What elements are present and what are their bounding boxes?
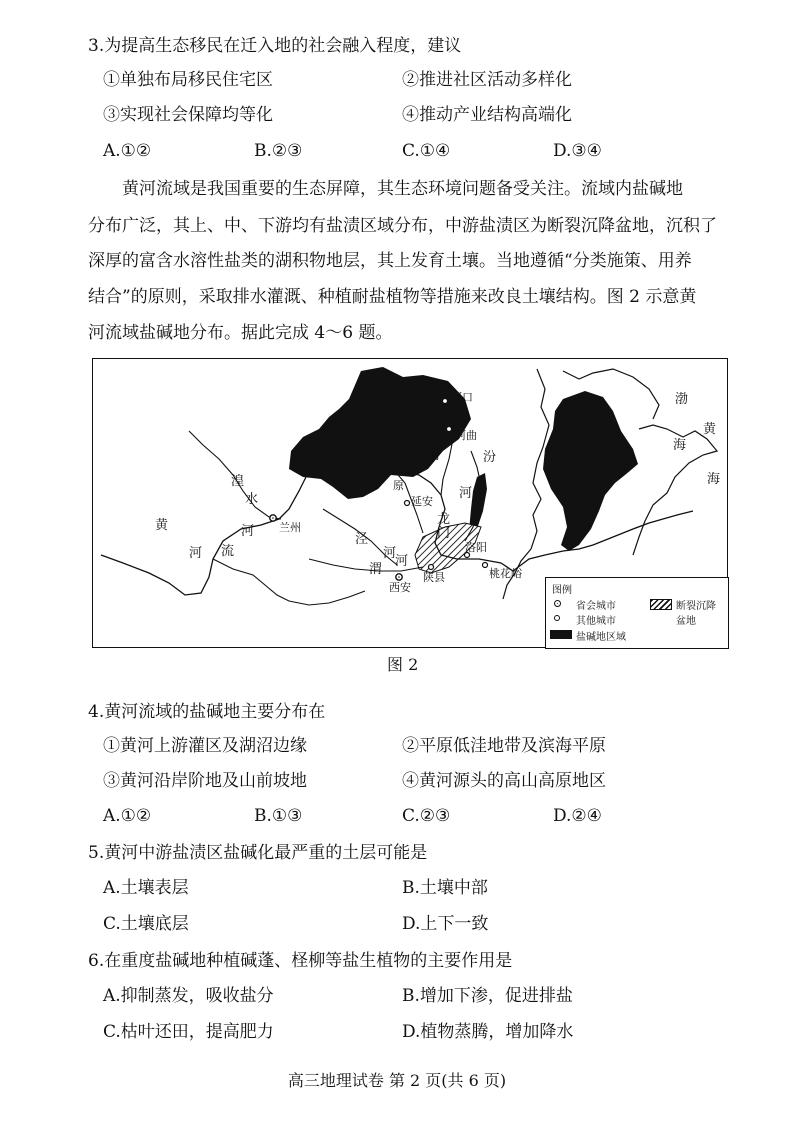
city-yanan <box>405 501 410 506</box>
capital-city-symbol <box>554 600 561 607</box>
legend-basin: 断裂沉降 <box>676 601 716 612</box>
label-bo: 渤 <box>675 392 689 407</box>
passage-line: 分布广泛，其上、中、下游均有盐渍区域分布，中游盐渍区为断裂沉降盆地，沉积了 <box>88 216 717 236</box>
q3-choice-a: A.①② <box>103 141 152 161</box>
label-hequ: 河曲 <box>455 429 477 442</box>
label-he2: 河 <box>459 486 473 501</box>
city-xian-dot <box>398 576 400 578</box>
label-xian: 西安 <box>389 581 411 594</box>
passage-line: 深厚的富含水溶性盐类的湖积物地层，其上发育土壤。当地遵循“分类施策、用养 <box>88 251 692 271</box>
q4-choice-a: A.①② <box>103 806 152 826</box>
label-jing: 泾 <box>355 532 369 547</box>
coastline <box>503 369 549 599</box>
legend-saline: 盐碱地区域 <box>576 632 626 643</box>
label-yanan: 延安 <box>411 495 433 508</box>
label-wei: 渭 <box>369 562 383 577</box>
label-long: 龙 <box>437 512 451 527</box>
legend-title: 图例 <box>552 585 572 596</box>
q4-choice-c: C.②③ <box>402 806 451 826</box>
q4-option-3: ③黄河沿岸阶地及山前坡地 <box>103 771 307 791</box>
city-shanxian <box>429 565 434 570</box>
label-hai1: 海 <box>673 438 687 453</box>
q4-option-2: ②平原低洼地带及滨海平原 <box>402 736 606 756</box>
q6-choice-b: B.增加下渗，促进排盐 <box>402 986 573 1006</box>
saline-area-fen <box>469 473 487 531</box>
saline-area-hetao <box>289 367 471 499</box>
q4-option-4: ④黄河源头的高山高原地区 <box>402 771 606 791</box>
label-he-jing: 河 <box>383 546 397 561</box>
label-he-w: 河 <box>189 546 203 561</box>
q3-option-2: ②推进社区活动多样化 <box>402 70 572 90</box>
q3-choice-b: B.②③ <box>254 141 303 161</box>
label-he-liu: 河 <box>241 524 255 539</box>
label-he1: 河 <box>427 448 441 463</box>
label-yuan: 原 <box>393 479 404 492</box>
q5-stem: 5.黄河中游盐渍区盐碱化最严重的土层可能是 <box>88 843 428 863</box>
q4-choice-b: B.①③ <box>254 806 303 826</box>
label-ning: 宁 <box>333 416 347 431</box>
passage-line: 结合”的原则，采取排水灌溉、种植耐盐植物等措施来改良土壤结构。图 2 示意黄 <box>88 287 697 307</box>
q3-stem: 3.为提高生态移民在迁入地的社会融入程度，建议 <box>88 36 462 56</box>
q6-stem: 6.在重度盐碱地种植碱蓬、柽柳等盐生植物的主要作用是 <box>88 951 513 971</box>
legend-capital: 省会城市 <box>576 601 616 612</box>
city-hequ <box>447 427 452 432</box>
label-huayuankou: 桃花峪 <box>489 567 522 580</box>
page-footer: 高三地理试卷 第 2 页(共 6 页) <box>287 1071 507 1090</box>
city-huayuankou <box>483 563 488 568</box>
label-huang-shui: 湟 <box>231 474 245 489</box>
yellow-river-upper <box>213 559 365 605</box>
city-hekou <box>443 399 448 404</box>
label-liu: 流 <box>221 544 235 559</box>
label-lanzhou: 兰州 <box>279 521 301 534</box>
q3-choice-d: D.③④ <box>553 141 602 161</box>
label-hekou: 河口 <box>451 391 473 404</box>
q6-choice-c: C.枯叶还田，提高肥力 <box>103 1022 274 1042</box>
other-city-symbol <box>554 615 560 621</box>
passage-line: 黄河流域是我国重要的生态屏障，其生态环境问题备受关注。流域内盐碱地 <box>88 179 683 199</box>
legend-other: 其他城市 <box>576 616 616 627</box>
saline-symbol <box>550 630 572 639</box>
label-luoyang: 洛阳 <box>465 541 487 554</box>
label-he-wei: 河 <box>395 554 409 569</box>
q5-choice-a: A.土壤表层 <box>103 878 189 898</box>
label-shanxian: 陕县 <box>423 571 445 584</box>
saline-area-delta <box>543 391 638 551</box>
legend-basin-2: 盆地 <box>676 616 696 627</box>
map-legend <box>545 577 729 649</box>
city-lanzhou-dot <box>272 517 274 519</box>
yellow-river-map <box>92 358 728 648</box>
q5-choice-b: B.土壤中部 <box>402 878 488 898</box>
q5-choice-d: D.上下一致 <box>402 914 489 934</box>
label-huang-sea: 黄 <box>703 422 717 437</box>
passage-line: 河流域盐碱地分布。据此完成 4～6 题。 <box>88 323 393 343</box>
q6-choice-a: A.抑制蒸发，吸收盐分 <box>103 986 274 1006</box>
q3-option-3: ③实现社会保障均等化 <box>103 105 273 125</box>
q4-choice-d: D.②④ <box>553 806 602 826</box>
label-men: 门 <box>437 526 451 541</box>
label-hai2: 海 <box>707 472 721 487</box>
q3-option-1: ①单独布局移民住宅区 <box>103 70 273 90</box>
figure-caption: 图 2 <box>387 655 419 674</box>
label-fen: 汾 <box>483 450 497 465</box>
label-huang-w: 黄 <box>155 518 169 533</box>
label-shui: 水 <box>245 492 259 507</box>
q3-option-4: ④推动产业结构高端化 <box>402 105 572 125</box>
q4-stem: 4.黄河流域的盐碱地主要分布在 <box>88 702 326 722</box>
q4-option-1: ①黄河上游灌区及湖沼边缘 <box>103 736 307 756</box>
basin-symbol <box>650 599 672 610</box>
q5-choice-c: C.土壤底层 <box>103 914 189 934</box>
q3-choice-c: C.①④ <box>402 141 451 161</box>
q6-choice-d: D.植物蒸腾，增加降水 <box>402 1022 574 1042</box>
